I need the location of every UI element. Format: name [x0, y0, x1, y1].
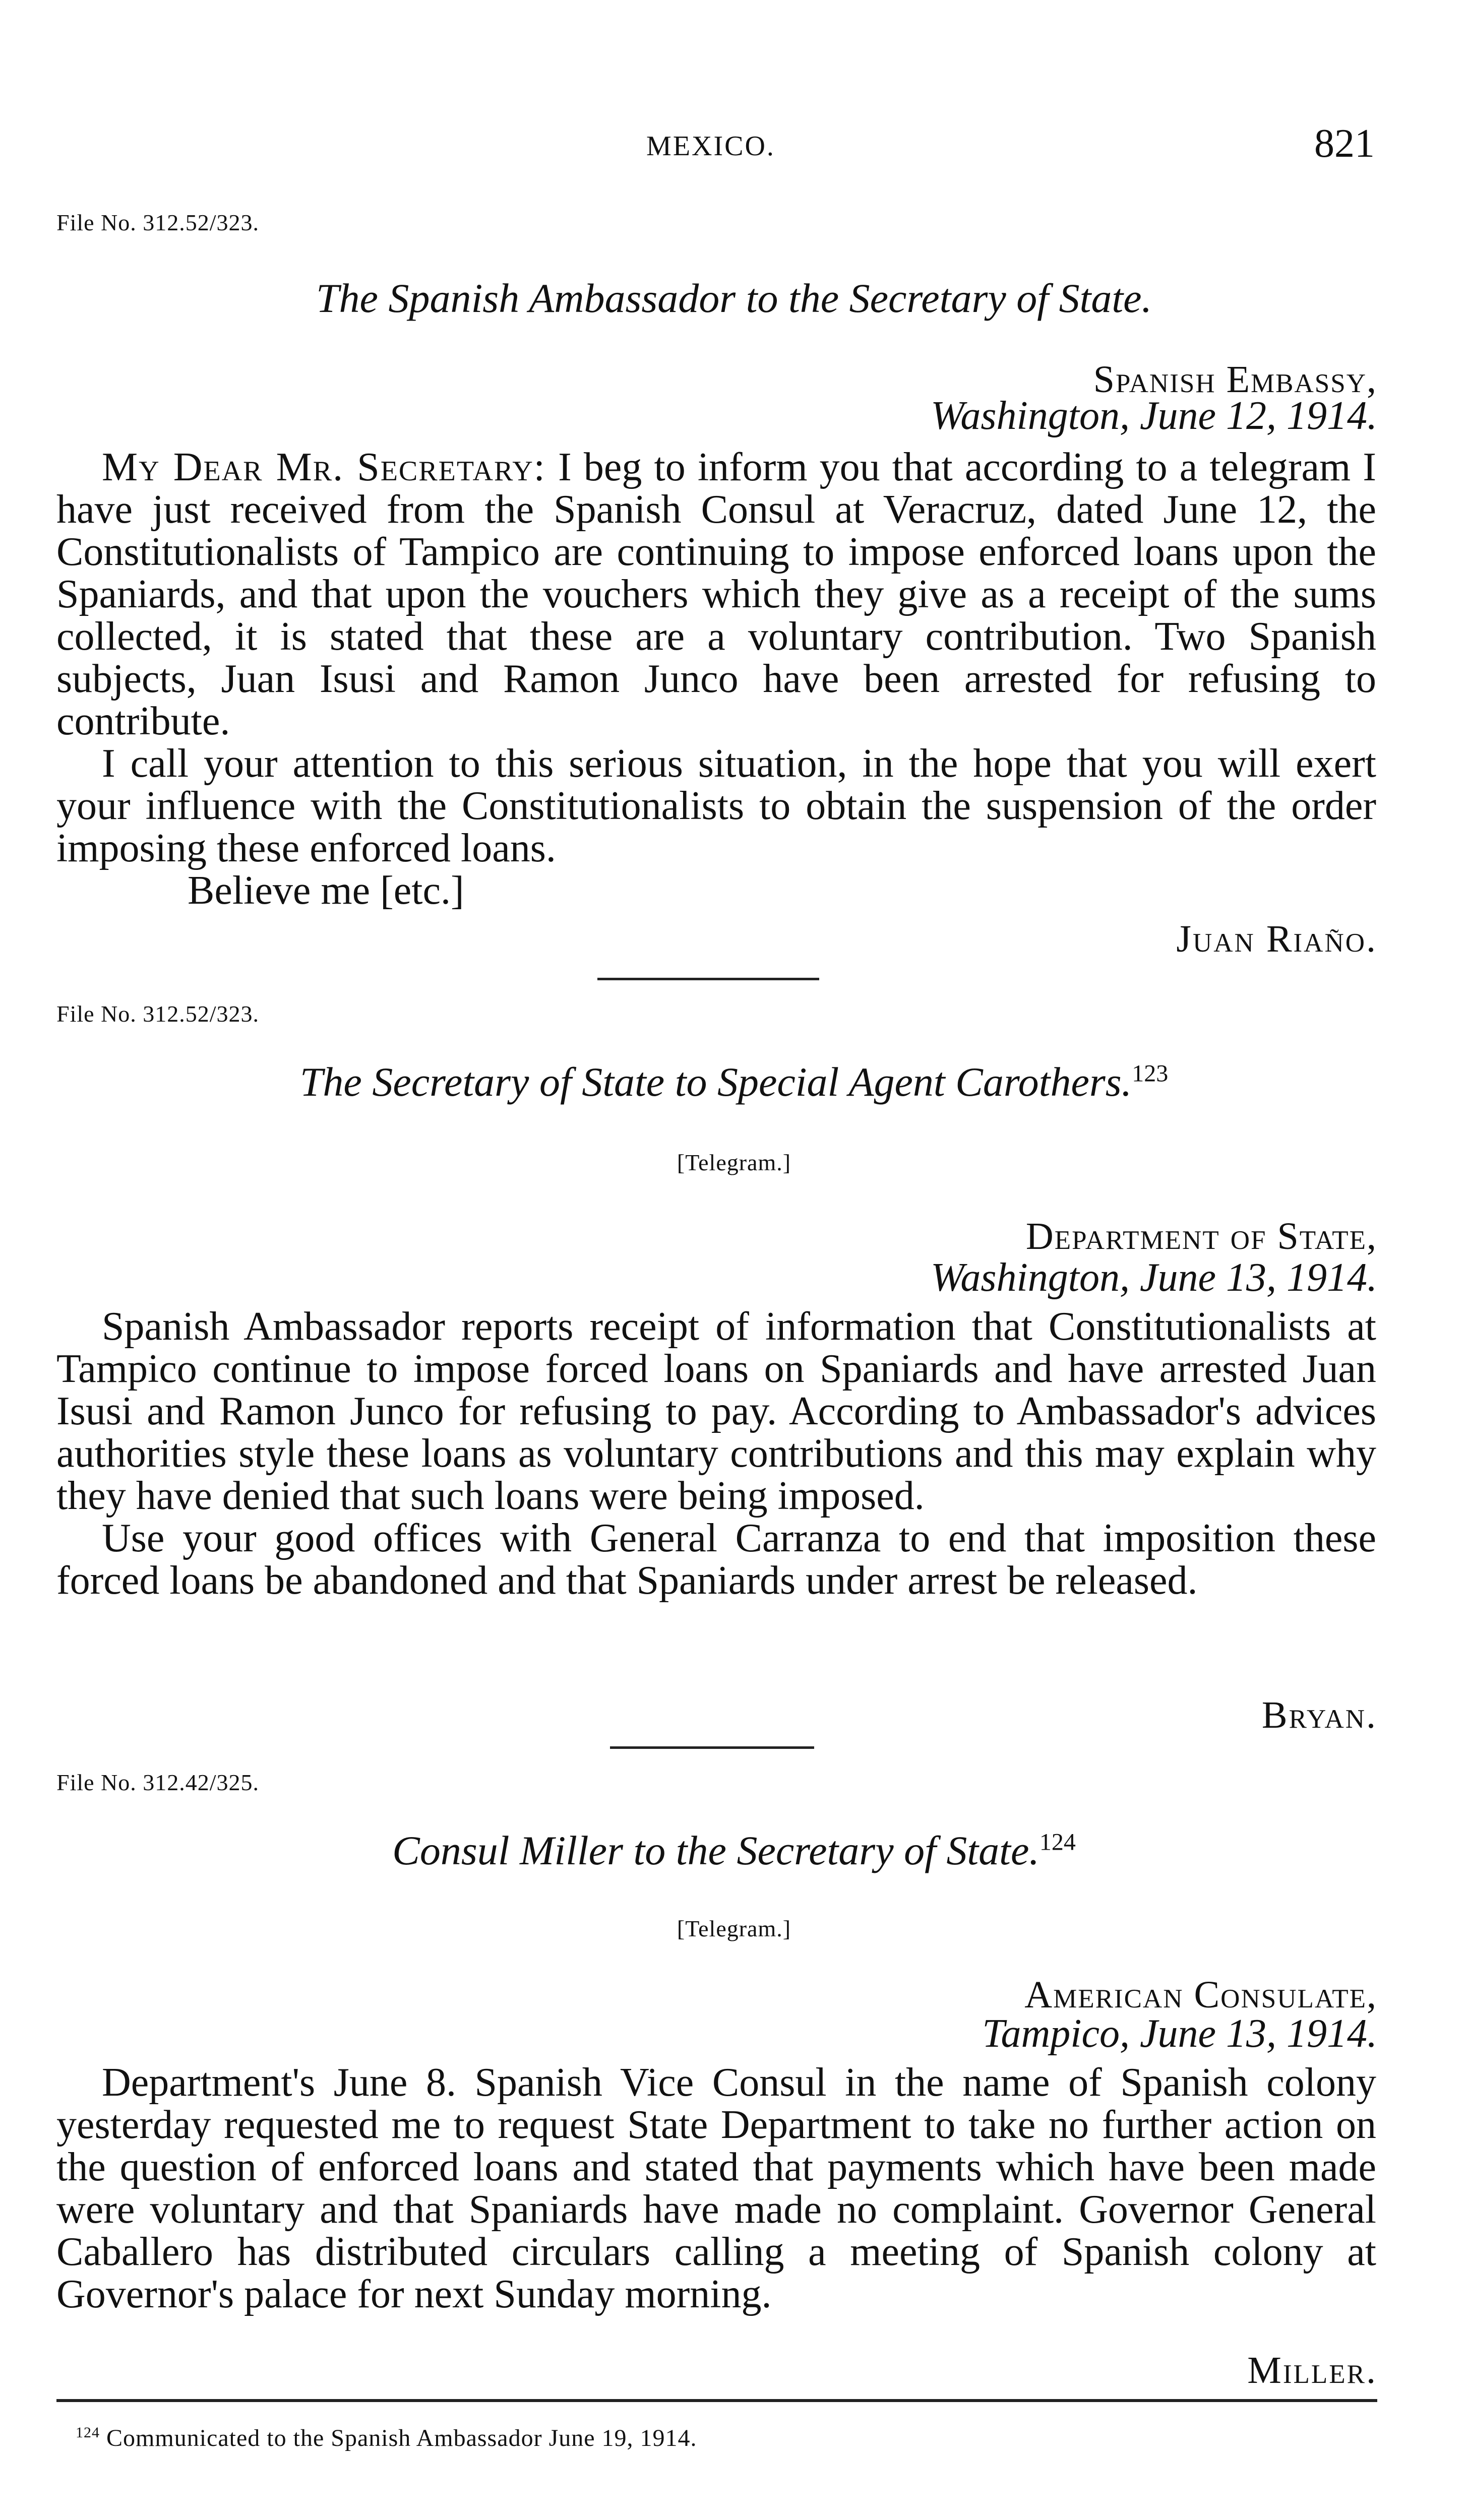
title-text: The Secretary of State to Special Agent Carothers. [299, 1059, 1132, 1105]
body-paragraph: Department's June 8. Spanish Vice Consul in the name of Spanish colony yesterday requested me to request State Department to take no further action on the question of enforced loans and stated that payments which have been made were voluntary and that Spaniards have made no complaint. Governor General Caballero has distributed circulars calling a meeting of Spanish colony at Governor's palace for next Sunday morning. [56, 2060, 1376, 2316]
letter-title: The Spanish Ambassador to the Secretary of State. [316, 275, 1152, 321]
title-text: Consul Miller to the Secretary of State. [392, 1828, 1039, 1873]
paragraph-text: I beg to inform you that according to a telegram I have just received from the Spanish Consul at Veracruz, dated June 12, the Constitutionalists of Tampico are continuing to impose enforced loans upon the Spaniards, and that upon the vouchers which they give as a receipt of the sums collected, it is stated that these are a voluntary contribution. Two Spanish subjects, Juan Isusi and Ramon Junco have been arrested for refusing to contribute. [56, 445, 1377, 743]
body-paragraph: Use your good offices with General Carranza to end that imposition these forced loans be abandoned and that Spaniards under arrest be released. [56, 1516, 1376, 1603]
footnote-ref: 124 [1039, 1829, 1076, 1856]
body-paragraph [56, 446, 1376, 742]
file-number: File No. 312.42/325. [56, 1770, 260, 1795]
file-number: File No. 312.52/323. [56, 1001, 260, 1027]
dateline: Washington, June 12, 1914. [931, 394, 1377, 438]
body-paragraph: Spanish Ambassador reports receipt of information that Constitutionalists at Tampico continue to impose forced loans on Spaniards and have arrested Juan Isusi and Ramon Junco for refusing to pay. According to Ambassador's advices authorities style these loans as voluntary contributions and this may explain why they have denied that such loans were being imposed. [56, 1304, 1376, 1518]
footnote-ref: 123 [1132, 1060, 1169, 1087]
closing: Believe me [etc.] [188, 868, 464, 913]
running-header [0, 121, 1468, 171]
signature: Miller. [1247, 2349, 1377, 2391]
telegram-title [0, 1827, 1468, 1874]
telegram-body [56, 1305, 1376, 1602]
separator-rule [597, 978, 819, 980]
telegram-label: [Telegram.] [677, 1916, 791, 1941]
running-title: MEXICO. [646, 131, 775, 162]
letter-body [56, 446, 1376, 912]
footnote [76, 2424, 697, 2452]
signature: Bryan. [1261, 1694, 1377, 1736]
separator-rule [610, 1746, 814, 1749]
sender-place: Department of State, [1025, 1215, 1377, 1257]
sender-place: American Consulate, [1024, 1974, 1377, 2016]
file-number: File No. 312.52/323. [56, 210, 260, 235]
telegram-body [56, 2061, 1376, 2315]
salutation: My Dear Mr. Secretary: [102, 445, 546, 489]
footnote-rule [56, 2399, 1377, 2402]
signature: Juan Riaño. [1176, 918, 1377, 960]
page-number: 821 [1314, 121, 1375, 166]
telegram-title [0, 1058, 1468, 1106]
body-paragraph: I call your attention to this serious situation, in the hope that you will exert your influence with the Constitutionalists to obtain the suspension of the order imposing these enforced loans. [56, 741, 1376, 870]
telegram-label: [Telegram.] [677, 1150, 791, 1175]
dateline: Tampico, June 13, 1914. [982, 2011, 1377, 2056]
footnote-marker: 124 [76, 2424, 100, 2441]
footnote-text: Communicated to the Spanish Ambassador June 19, 1914. [106, 2425, 697, 2451]
dateline: Washington, June 13, 1914. [931, 1255, 1377, 1300]
sender-place: Spanish Embassy, [1093, 358, 1377, 401]
